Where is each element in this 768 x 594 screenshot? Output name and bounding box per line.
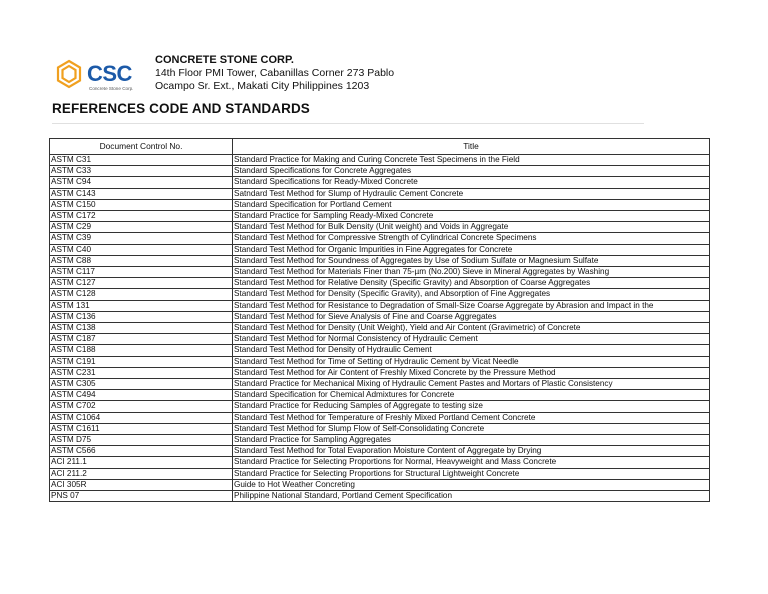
doc-no-cell: PNS 07	[50, 491, 233, 502]
title-cell: Standard Test Method for Density (Unit Weight), Yield and Air Content (Gravimetric) of Concrete	[233, 323, 710, 334]
doc-no-cell: ASTM C128	[50, 289, 233, 300]
title-cell: Standard Test Method for Compressive Strength of Cylindrical Concrete Specimens	[233, 233, 710, 244]
table-row	[50, 367, 710, 378]
table-row	[50, 278, 710, 289]
doc-no-cell: ASTM C40	[50, 244, 233, 255]
table-row	[50, 166, 710, 177]
doc-no-cell: ASTM C1064	[50, 412, 233, 423]
table-row	[50, 211, 710, 222]
title-cell: Standard Test Method for Air Content of Freshly Mixed Concrete by the Pressure Method	[233, 367, 710, 378]
title-cell: Standard Test Method for Temperature of Freshly Mixed Portland Cement Concrete	[233, 412, 710, 423]
table-row	[50, 423, 710, 434]
table-row	[50, 311, 710, 322]
table-row	[50, 457, 710, 468]
table-row	[50, 199, 710, 210]
table-row	[50, 177, 710, 188]
doc-no-cell: ASTM C191	[50, 356, 233, 367]
title-cell: Standard Test Method for Relative Density (Specific Gravity) and Absorption of Coarse Aggregates	[233, 278, 710, 289]
table-row	[50, 222, 710, 233]
doc-no-cell: ACI 211.1	[50, 457, 233, 468]
logo-text: CSC	[87, 61, 132, 86]
logo-emblem-icon	[58, 61, 80, 87]
logo-subtext: Concrete Stone Corp.	[89, 86, 134, 91]
doc-no-cell: ACI 305R	[50, 479, 233, 490]
column-header-doc-no: Document Control No.	[50, 139, 233, 155]
table-row	[50, 446, 710, 457]
title-cell: Standard Test Method for Resistance to Degradation of Small-Size Coarse Aggregate by Abrasion and Impact in the	[233, 300, 710, 311]
title-cell: Standard Test Method for Organic Impurities in Fine Aggregates for Concrete	[233, 244, 710, 255]
table-row	[50, 244, 710, 255]
table-row	[50, 401, 710, 412]
doc-no-cell: ASTM C33	[50, 166, 233, 177]
table-header-row	[50, 139, 710, 155]
table-row	[50, 345, 710, 356]
title-cell: Standard Specification for Chemical Admixtures for Concrete	[233, 390, 710, 401]
csc-logo	[56, 58, 148, 92]
doc-no-cell: ASTM C702	[50, 401, 233, 412]
table-row	[50, 390, 710, 401]
company-address-line2: Ocampo Sr. Ext., Makati City Philippines 1203	[155, 80, 370, 92]
title-cell: Standard Practice for Reducing Samples of Aggregate to testing size	[233, 401, 710, 412]
doc-no-cell: ACI 211.2	[50, 468, 233, 479]
doc-no-cell: ASTM C138	[50, 323, 233, 334]
table-row	[50, 435, 710, 446]
doc-no-cell: ASTM C29	[50, 222, 233, 233]
doc-no-cell: ASTM C39	[50, 233, 233, 244]
doc-no-cell: ASTM C172	[50, 211, 233, 222]
doc-no-cell: ASTM C94	[50, 177, 233, 188]
table-row	[50, 267, 710, 278]
doc-no-cell: ASTM C188	[50, 345, 233, 356]
title-cell: Standard Test Method for Density (Specific Gravity), and Absorption of Fine Aggregates	[233, 289, 710, 300]
table-row	[50, 412, 710, 423]
table-row	[50, 289, 710, 300]
title-cell: Standard Specification for Portland Cement	[233, 199, 710, 210]
doc-no-cell: ASTM C117	[50, 267, 233, 278]
doc-no-cell: ASTM C136	[50, 311, 233, 322]
doc-no-cell: ASTM D75	[50, 435, 233, 446]
table-row	[50, 188, 710, 199]
table-row	[50, 300, 710, 311]
doc-no-cell: ASTM C88	[50, 255, 233, 266]
table-row	[50, 155, 710, 166]
table-row	[50, 233, 710, 244]
doc-no-cell: ASTM C566	[50, 446, 233, 457]
doc-no-cell: ASTM C150	[50, 199, 233, 210]
title-cell: Standard Test Method for Soundness of Aggregates by Use of Sodium Sulfate or Magnesium Sulfate	[233, 255, 710, 266]
title-cell: Standard Specifications for Concrete Aggregates	[233, 166, 710, 177]
doc-no-cell: ASTM C494	[50, 390, 233, 401]
column-header-title: Title	[233, 139, 710, 155]
title-cell: Philippine National Standard, Portland Cement Specification	[233, 491, 710, 502]
table-row	[50, 255, 710, 266]
title-cell: Satndard Test Method for Slump of Hydraulic Cement Concrete	[233, 188, 710, 199]
title-cell: Standard Test Method for Bulk Density (Unit weight) and Voids in Aggregate	[233, 222, 710, 233]
table-row	[50, 379, 710, 390]
company-address-line1: 14th Floor PMI Tower, Cabanillas Corner 273 Pablo	[155, 67, 395, 79]
title-cell: Standard Practice for Selecting Proportions for Normal, Heavyweight and Mass Concrete	[233, 457, 710, 468]
standards-table	[49, 138, 710, 502]
title-cell: Standard Practice for Sampling Ready-Mixed Concrete	[233, 211, 710, 222]
title-cell: Standard Test Method for Total Evaporation Moisture Content of Aggregate by Drying	[233, 446, 710, 457]
table-row	[50, 356, 710, 367]
company-info	[155, 54, 394, 93]
title-cell: Standard Test Method for Density of Hydraulic Cement	[233, 345, 710, 356]
doc-no-cell: ASTM C305	[50, 379, 233, 390]
doc-no-cell: ASTM C1611	[50, 423, 233, 434]
doc-no-cell: ASTM C231	[50, 367, 233, 378]
company-name: CONCRETE STONE CORP.	[155, 54, 294, 66]
title-cell: Standard Practice for Making and Curing Concrete Test Specimens in the Field	[233, 155, 710, 166]
table-row	[50, 479, 710, 490]
page-heading: REFERENCES CODE AND STANDARDS	[52, 101, 644, 124]
table-row	[50, 491, 710, 502]
title-cell: Standard Test Method for Time of Setting of Hydraulic Cement by Vicat Needle	[233, 356, 710, 367]
doc-no-cell: ASTM C31	[50, 155, 233, 166]
table-row	[50, 468, 710, 479]
title-cell: Standard Test Method for Slump Flow of Self-Consolidating Concrete	[233, 423, 710, 434]
title-cell: Standard Practice for Selecting Proportions for Structural Lightweight Concrete	[233, 468, 710, 479]
title-cell: Standard Practice for Mechanical Mixing of Hydraulic Cement Pastes and Mortars of Plastic Consistency	[233, 379, 710, 390]
table-row	[50, 323, 710, 334]
doc-no-cell: ASTM C143	[50, 188, 233, 199]
title-cell: Standard Practice for Sampling Aggregates	[233, 435, 710, 446]
title-cell: Standard Test Method for Materials Finer than 75-µm (No.200) Sieve in Mineral Aggregates by Washing	[233, 267, 710, 278]
title-cell: Guide to Hot Weather Concreting	[233, 479, 710, 490]
table-row	[50, 334, 710, 345]
title-cell: Standard Test Method for Normal Consistency of Hydraulic Cement	[233, 334, 710, 345]
title-cell: Standard Test Method for Sieve Analysis of Fine and Coarse Aggregates	[233, 311, 710, 322]
doc-no-cell: ASTM C187	[50, 334, 233, 345]
doc-no-cell: ASTM 131	[50, 300, 233, 311]
title-cell: Standard Specifications for Ready-Mixed Concrete	[233, 177, 710, 188]
doc-no-cell: ASTM C127	[50, 278, 233, 289]
